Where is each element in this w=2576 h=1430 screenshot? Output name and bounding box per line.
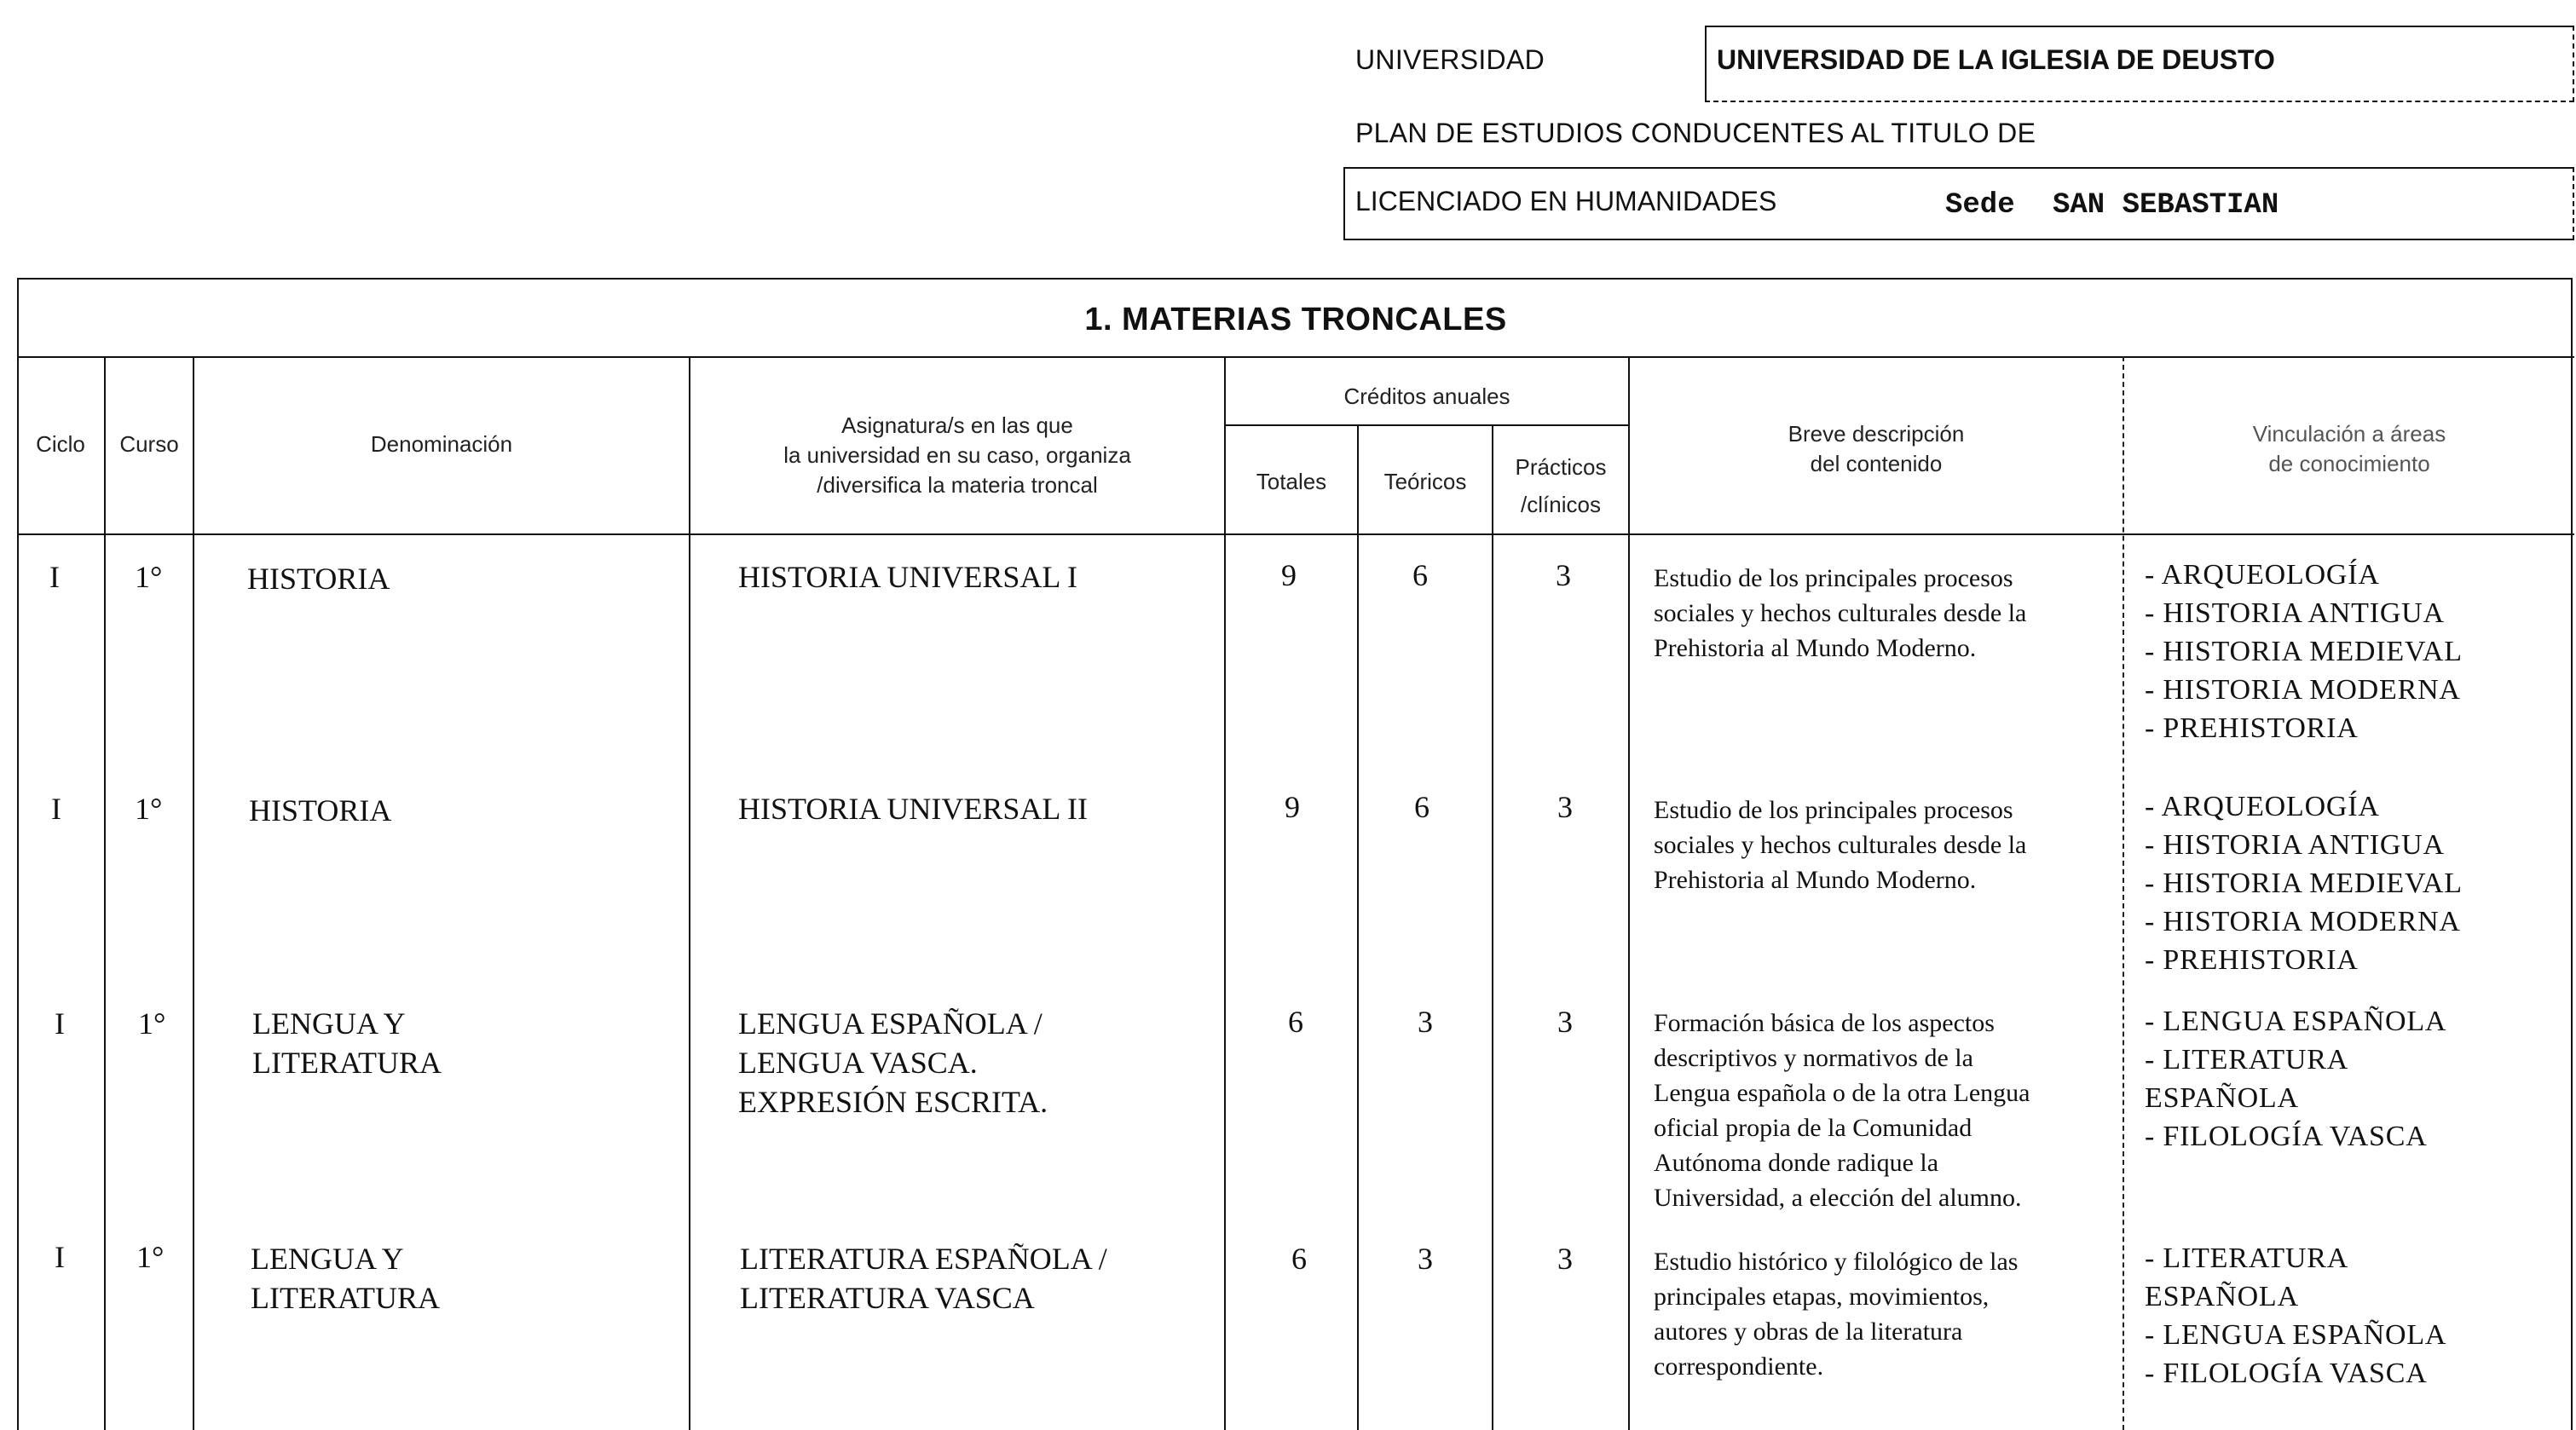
col-sep-curso bbox=[193, 356, 194, 1430]
row-descripcion bbox=[1654, 1244, 2018, 1384]
row-totales: 9 bbox=[1285, 790, 1300, 824]
row-area-item: - HISTORIA MEDIEVAL bbox=[2145, 636, 2463, 667]
row-area-item: - LENGUA ESPAÑOLA bbox=[2145, 1319, 2447, 1351]
row-area-item: - FILOLOGÍA VASCA bbox=[2145, 1358, 2428, 1389]
row-asignatura bbox=[738, 1004, 1048, 1122]
row-descripcion bbox=[1654, 1006, 2030, 1215]
col-sep-asignatura bbox=[1224, 356, 1226, 1430]
row-curso: 1° bbox=[136, 1240, 165, 1274]
row-areas bbox=[2145, 556, 2463, 747]
row-descripcion-line: Formación básica de los aspectos bbox=[1654, 1009, 1995, 1037]
row-curso: 1° bbox=[138, 1006, 166, 1041]
row-teoricos: 3 bbox=[1418, 1242, 1433, 1276]
col-sep-denominacion bbox=[689, 356, 690, 1430]
row-area-item: - FILOLOGÍA VASCA bbox=[2145, 1121, 2428, 1152]
title-divider bbox=[17, 356, 2574, 358]
row-descripcion-line: Estudio de los principales procesos bbox=[1654, 564, 2013, 592]
row-area-item: - LITERATURA bbox=[2145, 1044, 2349, 1075]
row-totales: 6 bbox=[1291, 1242, 1307, 1276]
row-descripcion-line: correspondiente. bbox=[1654, 1352, 1824, 1381]
row-area-item: - PREHISTORIA bbox=[2145, 944, 2359, 976]
col-header-practicos bbox=[1493, 448, 1628, 523]
row-descripcion-line: Prehistoria al Mundo Moderno. bbox=[1654, 634, 1977, 662]
row-teoricos: 3 bbox=[1418, 1005, 1433, 1039]
col-header-asignatura bbox=[690, 411, 1224, 500]
row-asignatura-line: LITERATURA ESPAÑOLA / bbox=[740, 1242, 1107, 1276]
row-asignatura: HISTORIA UNIVERSAL I bbox=[738, 560, 1078, 594]
row-descripcion-line: sociales y hechos culturales desde la bbox=[1654, 831, 2027, 859]
row-denominacion: HISTORIA bbox=[247, 562, 390, 596]
row-descripcion-line: descriptivos y normativos de la bbox=[1654, 1044, 1973, 1072]
row-area-item: - LITERATURA bbox=[2145, 1243, 2349, 1274]
col-header-asignatura-line1: Asignatura/s en las que bbox=[841, 412, 1073, 438]
row-teoricos: 6 bbox=[1414, 790, 1430, 824]
row-asignatura: HISTORIA UNIVERSAL II bbox=[738, 792, 1088, 826]
row-descripcion-line: Estudio de los principales procesos bbox=[1654, 796, 2013, 824]
row-area-item: - ARQUEOLOGÍA bbox=[2145, 791, 2380, 822]
row-totales: 6 bbox=[1288, 1005, 1303, 1039]
row-denominacion bbox=[252, 1004, 442, 1082]
row-denominacion-line: LENGUA Y bbox=[252, 1006, 406, 1041]
col-header-descripcion-line2: del contenido bbox=[1810, 451, 1943, 477]
header-divider bbox=[17, 533, 2574, 535]
row-ciclo: I bbox=[55, 1006, 65, 1041]
row-descripcion-line: Lengua española o de la otra Lengua bbox=[1654, 1079, 2030, 1107]
row-areas bbox=[2145, 787, 2463, 979]
col-header-asignatura-line3: /diversifica la materia troncal bbox=[817, 472, 1098, 499]
row-descripcion-line: sociales y hechos culturales desde la bbox=[1654, 599, 2027, 627]
row-denominacion bbox=[251, 1239, 440, 1318]
row-curso: 1° bbox=[135, 560, 163, 594]
col-sep-descripcion bbox=[2123, 356, 2124, 1430]
row-area-item: ESPAÑOLA bbox=[2145, 1082, 2299, 1114]
row-denominacion-line: LITERATURA bbox=[252, 1046, 442, 1080]
row-areas bbox=[2145, 1239, 2446, 1393]
row-area-item: - HISTORIA ANTIGUA bbox=[2145, 597, 2445, 629]
sede-value: SAN SEBASTIAN bbox=[2053, 189, 2279, 222]
col-header-vinculacion-line1: Vinculación a áreas bbox=[2252, 421, 2446, 447]
col-header-practicos-line1: Prácticos bbox=[1515, 454, 1607, 480]
col-header-teoricos: Teóricos bbox=[1383, 469, 1467, 494]
row-denominacion: HISTORIA bbox=[249, 793, 392, 827]
col-sep-teoricos bbox=[1492, 424, 1493, 1430]
row-area-item: ESPAÑOLA bbox=[2145, 1281, 2299, 1312]
row-area-item: - ARQUEOLOGÍA bbox=[2145, 559, 2380, 591]
row-ciclo: I bbox=[49, 560, 60, 594]
row-area-item: - HISTORIA MODERNA bbox=[2145, 906, 2461, 937]
col-header-descripcion bbox=[1630, 419, 2123, 479]
row-asignatura-line: LENGUA ESPAÑOLA / bbox=[738, 1006, 1043, 1041]
row-asignatura-line: LITERATURA VASCA bbox=[740, 1281, 1035, 1315]
col-header-practicos-line2: /clínicos bbox=[1521, 492, 1601, 517]
col-header-vinculacion bbox=[2124, 419, 2574, 479]
sede-label: Sede bbox=[1945, 189, 2015, 222]
row-area-item: - HISTORIA MODERNA bbox=[2145, 674, 2461, 706]
col-header-vinculacion-line2: de conocimiento bbox=[2268, 451, 2430, 477]
row-descripcion-line: autores y obras de la literatura bbox=[1654, 1318, 1963, 1346]
col-header-denominacion: Denominación bbox=[370, 431, 513, 457]
row-areas bbox=[2145, 1002, 2446, 1156]
row-area-item: - PREHISTORIA bbox=[2145, 712, 2359, 744]
col-header-totales: Totales bbox=[1256, 469, 1327, 494]
plan-label: PLAN DE ESTUDIOS CONDUCENTES AL TITULO DE bbox=[1355, 118, 2036, 148]
table-title: 1. MATERIAS TRONCALES bbox=[1084, 302, 1507, 337]
row-asignatura bbox=[740, 1239, 1107, 1318]
universidad-label: UNIVERSIDAD bbox=[1355, 44, 1545, 75]
row-descripcion-line: Estudio histórico y filológico de las bbox=[1654, 1248, 2019, 1276]
row-asignatura-line: EXPRESIÓN ESCRITA. bbox=[738, 1085, 1048, 1119]
row-denominacion-line: LITERATURA bbox=[251, 1281, 440, 1315]
row-teoricos: 6 bbox=[1412, 558, 1428, 592]
row-area-item: - LENGUA ESPAÑOLA bbox=[2145, 1006, 2447, 1037]
col-header-curso: Curso bbox=[119, 431, 179, 457]
row-area-item: - HISTORIA MEDIEVAL bbox=[2145, 868, 2463, 899]
row-practicos: 3 bbox=[1557, 1242, 1573, 1276]
row-descripcion-line: Autónoma donde radique la bbox=[1654, 1149, 1939, 1177]
row-descripcion-line: oficial propia de la Comunidad bbox=[1654, 1114, 1972, 1142]
col-sep-totales bbox=[1357, 424, 1359, 1430]
row-descripcion-line: principales etapas, movimientos, bbox=[1654, 1283, 1990, 1311]
universidad-value: UNIVERSIDAD DE LA IGLESIA DE DEUSTO bbox=[1717, 44, 2275, 75]
row-curso: 1° bbox=[135, 792, 163, 826]
row-descripcion bbox=[1654, 561, 2026, 666]
col-sep-ciclo bbox=[104, 356, 106, 1430]
row-practicos: 3 bbox=[1556, 558, 1571, 592]
col-header-creditos: Créditos anuales bbox=[1343, 383, 1510, 409]
row-ciclo: I bbox=[55, 1240, 65, 1274]
col-header-descripcion-line1: Breve descripción bbox=[1788, 421, 1965, 447]
row-descripcion bbox=[1654, 793, 2026, 897]
row-totales: 9 bbox=[1281, 558, 1297, 592]
creditos-subdivider bbox=[1224, 424, 1628, 426]
row-practicos: 3 bbox=[1557, 1005, 1573, 1039]
col-header-ciclo: Ciclo bbox=[36, 431, 85, 457]
row-descripcion-line: Prehistoria al Mundo Moderno. bbox=[1654, 866, 1977, 894]
row-area-item: - HISTORIA ANTIGUA bbox=[2145, 829, 2445, 861]
row-ciclo: I bbox=[51, 792, 61, 826]
col-sep-practicos bbox=[1628, 356, 1630, 1430]
row-asignatura-line: LENGUA VASCA. bbox=[738, 1046, 978, 1080]
row-practicos: 3 bbox=[1557, 790, 1573, 824]
titulo-value: LICENCIADO EN HUMANIDADES bbox=[1355, 186, 1777, 216]
col-header-asignatura-line2: la universidad en su caso, organiza bbox=[783, 442, 1131, 469]
row-descripcion-line: Universidad, a elección del alumno. bbox=[1654, 1184, 2022, 1212]
row-denominacion-line: LENGUA Y bbox=[251, 1242, 404, 1276]
